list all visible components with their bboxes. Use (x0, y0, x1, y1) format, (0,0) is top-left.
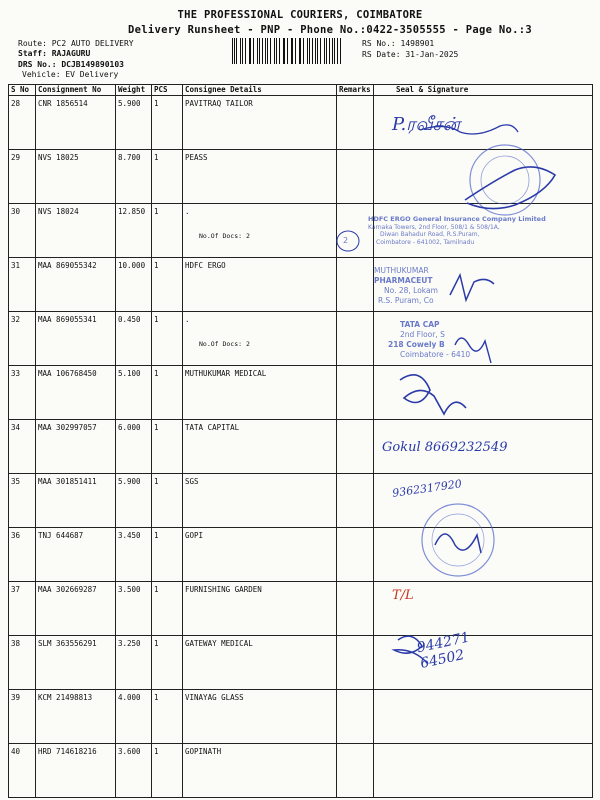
row-docs-count: No.Of Docs: 2 (199, 340, 250, 348)
row-sno (9, 474, 36, 528)
vehicle-info: Vehicle: EV Delivery (22, 70, 119, 79)
row-pcs (152, 312, 183, 366)
row-consignee-text: PAVITRAQ TAILOR (185, 99, 253, 108)
row-sno-text: 29 (11, 153, 21, 162)
hdfc-stamp-line: Coimbatore - 641002, Tamilnadu (376, 238, 475, 246)
row-sno (9, 366, 36, 420)
table-row (9, 528, 593, 582)
row-weight-text: 3.500 (118, 585, 141, 594)
row-consignment-no (36, 528, 116, 582)
row-pcs (152, 258, 183, 312)
signature-28: P.ரவீசன் (392, 114, 461, 135)
row-consignment-no-text: HRD 714618216 (38, 747, 97, 756)
row-consignment-no-text: KCM 21498813 (38, 693, 93, 702)
row-weight (116, 258, 152, 312)
row-pcs-text: 1 (154, 207, 159, 216)
tata-stamp-line: 2nd Floor, S (400, 330, 445, 339)
table-row (9, 312, 593, 366)
row-pcs (152, 204, 183, 258)
row-weight-text: 0.450 (118, 315, 141, 324)
row-weight-text: 5.100 (118, 369, 141, 378)
muthu-stamp-line: MUTHUKUMAR (374, 266, 429, 275)
row-consignee (183, 690, 337, 744)
col-pcs-header: PCS (152, 85, 183, 96)
phone-36: Gokul 8669232549 (382, 440, 508, 455)
row-consignment-no-text: SLM 363556291 (38, 639, 97, 648)
row-sno-text: 32 (11, 315, 21, 324)
table-row (9, 474, 593, 528)
row-weight (116, 96, 152, 150)
company-title: THE PROFESSIONAL COURIERS, COIMBATORE (177, 9, 423, 21)
barcode-bar (232, 38, 233, 64)
row-consignee-text: SGS (185, 477, 199, 486)
row-sno (9, 744, 36, 798)
phone-37: 9362317920 (391, 477, 463, 500)
row-pcs (152, 528, 183, 582)
row-remarks (337, 150, 374, 204)
row-sno-text: 36 (11, 531, 21, 540)
barcode (232, 38, 342, 64)
row-seal (374, 474, 593, 528)
row-consignee (183, 636, 337, 690)
row-pcs-text: 1 (154, 747, 159, 756)
row-consignee (183, 258, 337, 312)
row-pcs-text: 1 (154, 531, 159, 540)
row-pcs-text: 1 (154, 369, 159, 378)
row-consignment-no-text: MAA 302669287 (38, 585, 97, 594)
row-pcs (152, 636, 183, 690)
row-sno-text: 30 (11, 207, 21, 216)
row-weight (116, 312, 152, 366)
row-consignment-no (36, 582, 116, 636)
row-sno (9, 528, 36, 582)
row-sno (9, 312, 36, 366)
note-39: T/L (392, 588, 414, 603)
row-seal (374, 744, 593, 798)
barcode-bar (307, 38, 308, 64)
row-pcs (152, 366, 183, 420)
row-consignee-text: . (185, 315, 190, 324)
row-consignment-no-text: MAA 869055342 (38, 261, 97, 270)
row-pcs (152, 690, 183, 744)
barcode-bar (245, 38, 246, 64)
hdfc-stamp (368, 216, 546, 246)
row-weight-text: 3.450 (118, 531, 141, 540)
row-remarks (337, 744, 374, 798)
row-pcs-text: 1 (154, 153, 159, 162)
row-pcs-text: 1 (154, 315, 159, 324)
row-sno-text: 38 (11, 639, 21, 648)
row-consignment-no (36, 420, 116, 474)
row-seal (374, 690, 593, 744)
tata-stamp (388, 320, 471, 360)
table-row (9, 150, 593, 204)
table-row (9, 582, 593, 636)
row-weight (116, 744, 152, 798)
muthukumar-stamp (374, 266, 438, 306)
tata-stamp-line: 218 Cowely B (388, 340, 445, 349)
row-weight (116, 528, 152, 582)
row-remarks (337, 582, 374, 636)
row-consignee (183, 312, 337, 366)
barcode-bar (324, 38, 325, 64)
row-consignee-text: HDFC ERGO (185, 261, 226, 270)
row-weight (116, 690, 152, 744)
row-consignee-text: PEASS (185, 153, 208, 162)
row-consignment-no-text: MAA 302997057 (38, 423, 97, 432)
row-pcs (152, 582, 183, 636)
row-remarks (337, 96, 374, 150)
row-docs-count: No.Of Docs: 2 (199, 232, 250, 240)
barcode-bar (270, 38, 271, 64)
row-sno (9, 690, 36, 744)
runsheet-title: Delivery Runsheet - PNP - Phone No.:0422-3505555 - Page No.:3 (128, 24, 532, 36)
table-row (9, 744, 593, 798)
row-consignment-no (36, 258, 116, 312)
row-consignee-text: GOPI (185, 531, 204, 540)
row-remarks (337, 420, 374, 474)
barcode-bar (253, 38, 254, 64)
staff-label: Staff: (18, 49, 47, 58)
row-remarks (337, 528, 374, 582)
row-consignment-no (36, 150, 116, 204)
row-sno-text: 39 (11, 693, 21, 702)
row-sno (9, 150, 36, 204)
hdfc-stamp-line: HDFC ERGO General Insurance Company Limited (368, 215, 546, 223)
row-sno-text: 40 (11, 747, 21, 756)
barcode-bar (320, 38, 321, 64)
row-consignee (183, 96, 337, 150)
row-pcs-text: 1 (154, 261, 159, 270)
table-row (9, 366, 593, 420)
row-weight-text: 5.900 (118, 477, 141, 486)
row-remarks (337, 258, 374, 312)
row-consignee-text: . (185, 207, 190, 216)
row-pcs (152, 474, 183, 528)
table-row (9, 636, 593, 690)
row-consignee-text: MUTHUKUMAR MEDICAL (185, 369, 267, 378)
row-weight (116, 366, 152, 420)
row-pcs-text: 1 (154, 639, 159, 648)
row-consignee (183, 528, 337, 582)
row-consignment-no (36, 366, 116, 420)
row-pcs-text: 1 (154, 585, 159, 594)
row-sno (9, 636, 36, 690)
staff-info (18, 49, 90, 59)
row-consignee (183, 744, 337, 798)
row-pcs (152, 420, 183, 474)
row-weight-text: 6.000 (118, 423, 141, 432)
table-row (9, 258, 593, 312)
barcode-bar (340, 38, 341, 64)
row-weight (116, 204, 152, 258)
row-weight (116, 582, 152, 636)
row-consignment-no (36, 744, 116, 798)
row-weight (116, 150, 152, 204)
row-remarks (337, 366, 374, 420)
route-info: Route: PC2 AUTO DELIVERY (18, 39, 134, 48)
row-seal (374, 366, 593, 420)
row-pcs (152, 744, 183, 798)
col-consignment-header: Consignment No (36, 85, 116, 96)
tata-stamp-line: TATA CAP (400, 320, 440, 329)
table-row (9, 96, 593, 150)
rs-number: RS No.: 1498901 (362, 39, 435, 48)
barcode-bar (240, 38, 241, 64)
row-weight (116, 474, 152, 528)
row-seal (374, 528, 593, 582)
row-sno (9, 582, 36, 636)
row-weight-text: 3.600 (118, 747, 141, 756)
row-pcs-text: 1 (154, 693, 159, 702)
tata-stamp-line: Coimbatore - 6410 (400, 350, 471, 359)
drs-label: DRS No.: (18, 60, 57, 69)
row-weight-text: 4.000 (118, 693, 141, 702)
row-pcs-text: 1 (154, 423, 159, 432)
row-consignment-no (36, 474, 116, 528)
col-sno-header: S No (9, 85, 36, 96)
row-consignee-text: GATEWAY MEDICAL (185, 639, 253, 648)
row-consignee-text: VINAYAG GLASS (185, 693, 244, 702)
row-pcs-text: 1 (154, 477, 159, 486)
hdfc-stamp-line: Karnaka Towers, 2nd Floor, 508/1 & 508/1A, (368, 223, 500, 231)
muthu-stamp-line: R.S. Puram, Co (378, 296, 434, 305)
remarks-2: 2 (343, 236, 349, 245)
row-sno-text: 34 (11, 423, 21, 432)
row-sno-text: 33 (11, 369, 21, 378)
row-weight-text: 3.250 (118, 639, 141, 648)
row-consignment-no-text: CNR 1856514 (38, 99, 88, 108)
row-sno-text: 37 (11, 585, 21, 594)
table-row (9, 690, 593, 744)
row-pcs (152, 150, 183, 204)
row-consignee (183, 420, 337, 474)
row-consignee (183, 582, 337, 636)
row-consignment-no (36, 636, 116, 690)
row-weight (116, 420, 152, 474)
barcode-bar (287, 38, 288, 64)
row-sno (9, 96, 36, 150)
muthu-stamp-line: No. 28, Lokam (384, 286, 438, 295)
barcode-bar (300, 38, 301, 64)
row-consignment-no-text: TNJ 644687 (38, 531, 84, 540)
drs-info (18, 60, 124, 70)
row-consignment-no-text: MAA 869055341 (38, 315, 97, 324)
row-sno (9, 258, 36, 312)
row-consignment-no (36, 690, 116, 744)
row-consignment-no-text: NVS 18025 (38, 153, 79, 162)
col-weight-header: Weight (116, 85, 152, 96)
row-remarks (337, 636, 374, 690)
row-consignment-no-text: MAA 106768450 (38, 369, 97, 378)
rs-date: RS Date: 31-Jan-2025 (362, 50, 459, 59)
row-remarks (337, 690, 374, 744)
col-seal-header: Seal & Signature (374, 85, 593, 96)
row-consignment-no (36, 312, 116, 366)
row-pcs-text: 1 (154, 99, 159, 108)
muthu-stamp-line: PHARMACEUT (374, 276, 433, 285)
hdfc-stamp-line: Diwan Bahadur Road, R.S.Puram, (380, 231, 480, 238)
barcode-bar (292, 38, 293, 64)
row-weight-text: 8.700 (118, 153, 141, 162)
barcode-bar (265, 38, 266, 64)
barcode-bar (279, 38, 280, 64)
drs-value: DCJB149890103 (61, 60, 124, 69)
row-sno-text: 28 (11, 99, 21, 108)
row-consignment-no (36, 204, 116, 258)
row-consignee-text: GOPINATH (185, 747, 222, 756)
row-consignee (183, 366, 337, 420)
row-seal (374, 150, 593, 204)
row-consignee-text: FURNISHING GARDEN (185, 585, 262, 594)
staff-value: RAJAGURU (51, 49, 91, 58)
row-remarks (337, 474, 374, 528)
row-consignment-no-text: MAA 301851411 (38, 477, 97, 486)
row-consignment-no-text: NVS 18024 (38, 207, 79, 216)
row-sno (9, 204, 36, 258)
row-consignment-no (36, 96, 116, 150)
barcode-bar (332, 38, 333, 64)
row-remarks (337, 312, 374, 366)
row-consignee (183, 204, 337, 258)
row-weight-text: 12.850 (118, 207, 146, 216)
table-header-row (9, 85, 593, 96)
row-pcs (152, 96, 183, 150)
row-weight-text: 5.900 (118, 99, 141, 108)
col-remarks-header: Remarks (337, 85, 374, 96)
barcode-bar (315, 38, 316, 64)
row-sno-text: 31 (11, 261, 21, 270)
row-consignee (183, 474, 337, 528)
barcode-bar (257, 38, 258, 64)
row-sno-text: 35 (11, 477, 21, 486)
row-sno (9, 420, 36, 474)
barcode-bar (276, 38, 277, 64)
number-40: 944271 64502 (415, 629, 472, 672)
row-consignee (183, 150, 337, 204)
row-consignee-text: TATA CAPITAL (185, 423, 240, 432)
row-weight-text: 10.000 (118, 261, 146, 270)
col-consignee-header: Consignee Details (183, 85, 337, 96)
row-weight (116, 636, 152, 690)
